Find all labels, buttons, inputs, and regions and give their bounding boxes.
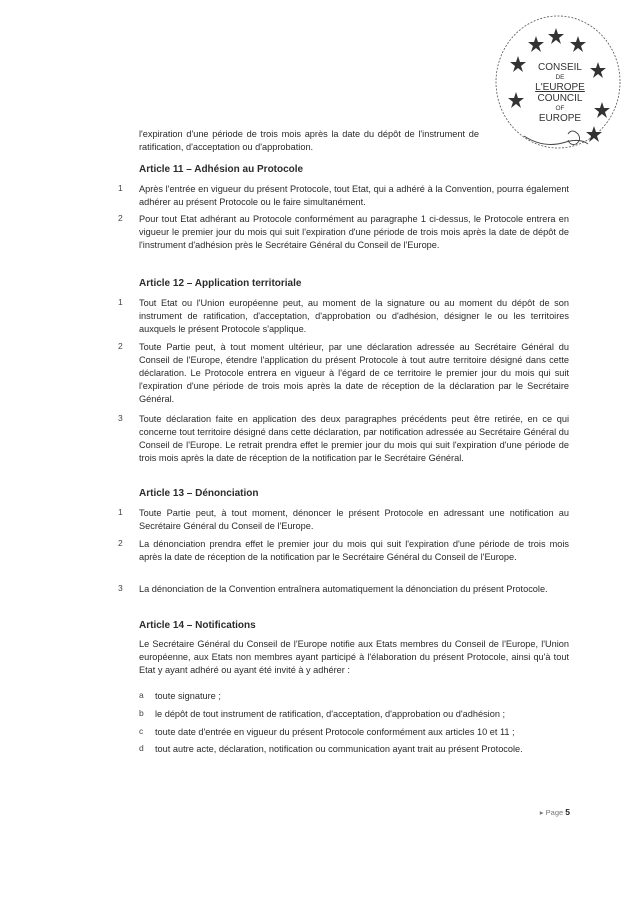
paragraph-number: 1 xyxy=(118,297,123,307)
page-arrow-icon: ▸ xyxy=(539,808,544,817)
intro-paragraph: l'expiration d'une période de trois mois après la date du dépôt de l'instrument de ratification, d'acceptation ou d'approbation. xyxy=(139,129,479,152)
article-14-body: Le Secrétaire Général du Conseil de l'Europe notifie aux Etats membres du Conseil de l'Europe, l'Union européenne, aux Etats non membres ayant participé à l'élaboration du présent Protocole, ainsi qu'à tout Etat y ayant adhéré ou ayant été invité à y adhérer : xyxy=(139,639,569,675)
page-number: 5 xyxy=(565,807,570,817)
list-text: tout autre acte, déclaration, notification ou communication ayant trait au présent Protocole. xyxy=(155,744,523,754)
paragraph-number: 1 xyxy=(118,183,123,193)
paragraph-text: La dénonciation de la Convention entraînera automatiquement la dénonciation du présent Protocole. xyxy=(139,584,548,594)
list-text: le dépôt de tout instrument de ratification, d'acceptation, d'approbation ou d'adhésion ; xyxy=(155,709,506,719)
article-11-heading: Article 11 – Adhésion au Protocole xyxy=(139,164,304,175)
paragraph-number: 3 xyxy=(118,413,123,423)
seal-line-5: OF xyxy=(555,105,565,112)
article-13-heading: Article 13 – Dénonciation xyxy=(139,488,259,499)
seal-line-4: COUNCIL xyxy=(537,93,583,104)
seal-line-1: CONSEIL xyxy=(538,62,582,73)
page-footer xyxy=(540,807,570,817)
list-letter: a xyxy=(139,690,144,700)
council-of-europe-seal xyxy=(494,14,622,154)
list-text: toute signature ; xyxy=(155,691,221,701)
seal-line-2: DE xyxy=(555,74,565,81)
paragraph-text: Pour tout Etat adhérant au Protocole conformément au paragraphe 1 ci-dessus, le Protocole entrera en vigueur le premier jour du mois qui suit l'expiration d'une période de trois mois après la date de dépôt de l'instrument d'adhésion près le Secrétaire Général du Conseil de l'Europe. xyxy=(139,214,569,250)
paragraph-text: Toute Partie peut, à tout moment, dénoncer le présent Protocole en adressant une notification au Secrétaire Général du Conseil de l'Europe. xyxy=(139,508,569,531)
paragraph-text: Tout Etat ou l'Union européenne peut, au moment de la signature ou au moment du dépôt de son instrument de ratification, d'acceptation, d'approbation ou d'adhésion, désigner le ou les territoires auxquels le présent Protocole s'applique. xyxy=(139,298,569,334)
paragraph-number: 2 xyxy=(118,213,123,223)
paragraph-text: Toute déclaration faite en application des deux paragraphes précédents peut être retirée, en ce qui concerne tout territoire désigné dans cette déclaration, par notification adressée au Secrétaire Général du Conseil de l'Europe. Le retrait prendra effet le premier jour du mois qui suit l'expiration d'une période de trois mois après la date de réception de la notification par le Secrétaire Général. xyxy=(139,414,569,463)
paragraph-number: 2 xyxy=(118,538,123,548)
page-label: Page xyxy=(545,808,564,817)
list-letter: b xyxy=(139,708,144,718)
paragraph-number: 3 xyxy=(118,583,123,593)
list-letter: d xyxy=(139,743,144,753)
paragraph-text: La dénonciation prendra effet le premier jour du mois qui suit l'expiration d'une période de trois mois après la date de réception de la notification par le Secrétaire Général du Conseil de l'Europe. xyxy=(139,539,569,562)
seal-line-3: L'EUROPE xyxy=(535,82,585,93)
article-12-heading: Article 12 – Application territoriale xyxy=(139,278,302,289)
paragraph-text: Toute Partie peut, à tout moment ultérieur, par une déclaration adressée au Secrétaire Général du Conseil de l'Europe, étendre l'application du présent Protocole à tout autre territoire désigné dans cette déclaration. Le Protocole entrera en vigueur à l'égard de ce territoire le premier jour du mois qui suit l'expiration d'une période de trois mois après la date de réception de la déclaration par le Secrétaire Général. xyxy=(139,342,569,404)
paragraph-number: 2 xyxy=(118,341,123,351)
paragraph-number: 1 xyxy=(118,507,123,517)
list-text: toute date d'entrée en vigueur du présent Protocole conformément aux articles 10 et 11 ; xyxy=(155,727,515,737)
article-14-heading: Article 14 – Notifications xyxy=(139,620,256,631)
paragraph-text: Après l'entrée en vigueur du présent Protocole, tout Etat, qui a adhéré à la Convention, pourra également adhérer au présent Protocole ou le faire simultanément. xyxy=(139,184,569,207)
list-letter: c xyxy=(139,726,144,736)
seal-line-6: EUROPE xyxy=(538,113,582,124)
